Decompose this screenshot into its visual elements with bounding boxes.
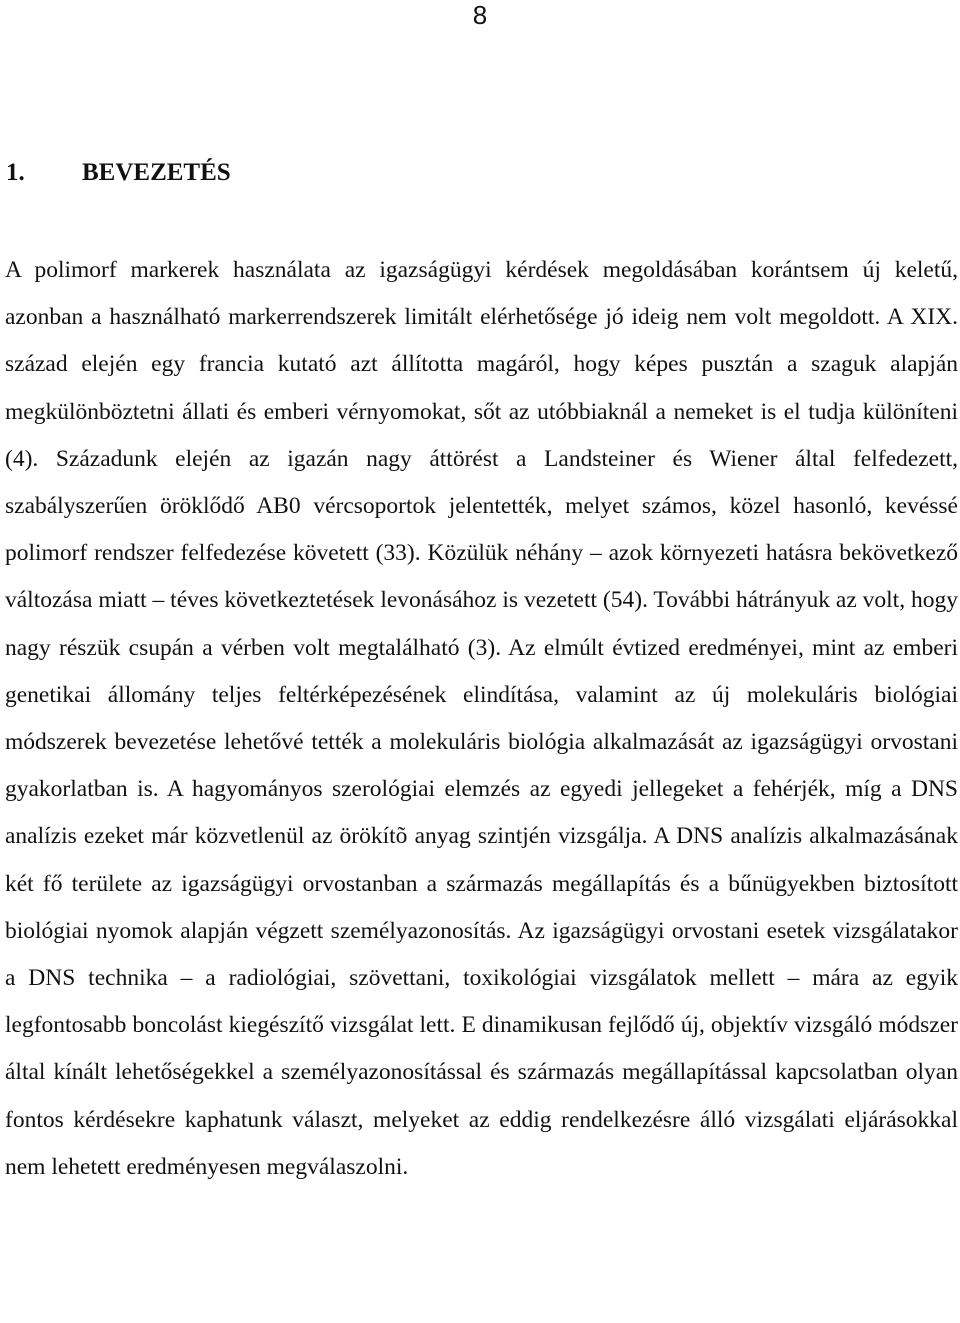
section-number: 1. (6, 159, 25, 186)
paragraph: A polimorf markerek használata az igazságügyi kérdések megoldásában korántsem új keletű, azonban a használható markerrendszerek limitált elérhetősége jó ideig nem volt megoldott. A XIX. század elején egy francia kutató azt állította magáról, hogy képes pusztán a szaguk alapján megkülönböztetni állati és emberi vérnyomokat, sőt az utóbbiaknál a nemeket is el tudja különíteni (4). Századunk elején az igazán nagy áttörést a Landsteiner és Wiener által felfedezett, szabályszerűen öröklődő AB0 vércsoportok jelentették, melyet számos, közel hasonló, kevéssé polimorf rendszer felfedezése követett (33). Közülük néhány – azok környezeti hatásra bekövetkező változása miatt – téves következtetések levonásához is vezetett (54). További hátrányuk az volt, hogy nagy részük csupán a vérben volt megtalálható (3). Az elmúlt évtized eredményei, mint az emberi genetikai állomány teljes feltérképezésének elindítása, valamint az új molekuláris biológiai módszerek bevezetése lehetővé tették a molekuláris biológia alkalmazását az igazságügyi orvostani gyakorlatban is. A hagyományos szerológiai elemzés az egyedi jellegeket a fehérjék, míg a DNS analízis ezeket már közvetlenül az örökítõ anyag szintjén vizsgálja. A DNS analízis alkalmazásának két fő területe az igazságügyi orvostanban a származás megállapítás és a bűnügyekben biztosított biológiai nyomok alapján végzett személyazonosítás. Az igazságügyi orvostani esetek vizsgálatakor a DNS technika – a radiológiai, szövettani, toxikológiai vizsgálatok mellett – mára az egyik legfontosabb boncolást kiegészítő vizsgálat lett. E dinamikusan fejlődő új, objektív vizsgáló módszer által kínált lehetőségekkel a személyazonosítással és származás megállapítással kapcsolatban olyan fontos kérdésekre kaphatunk választ, melyeket az eddig rendelkezésre álló vizsgálati eljárásokkal nem lehetett eredményesen megválaszolni. (5, 257, 958, 1180)
body-text (5, 247, 958, 1191)
section-heading (6, 157, 231, 189)
page-number: 8 (472, 0, 488, 30)
section-title: BEVEZETÉS (82, 159, 231, 186)
